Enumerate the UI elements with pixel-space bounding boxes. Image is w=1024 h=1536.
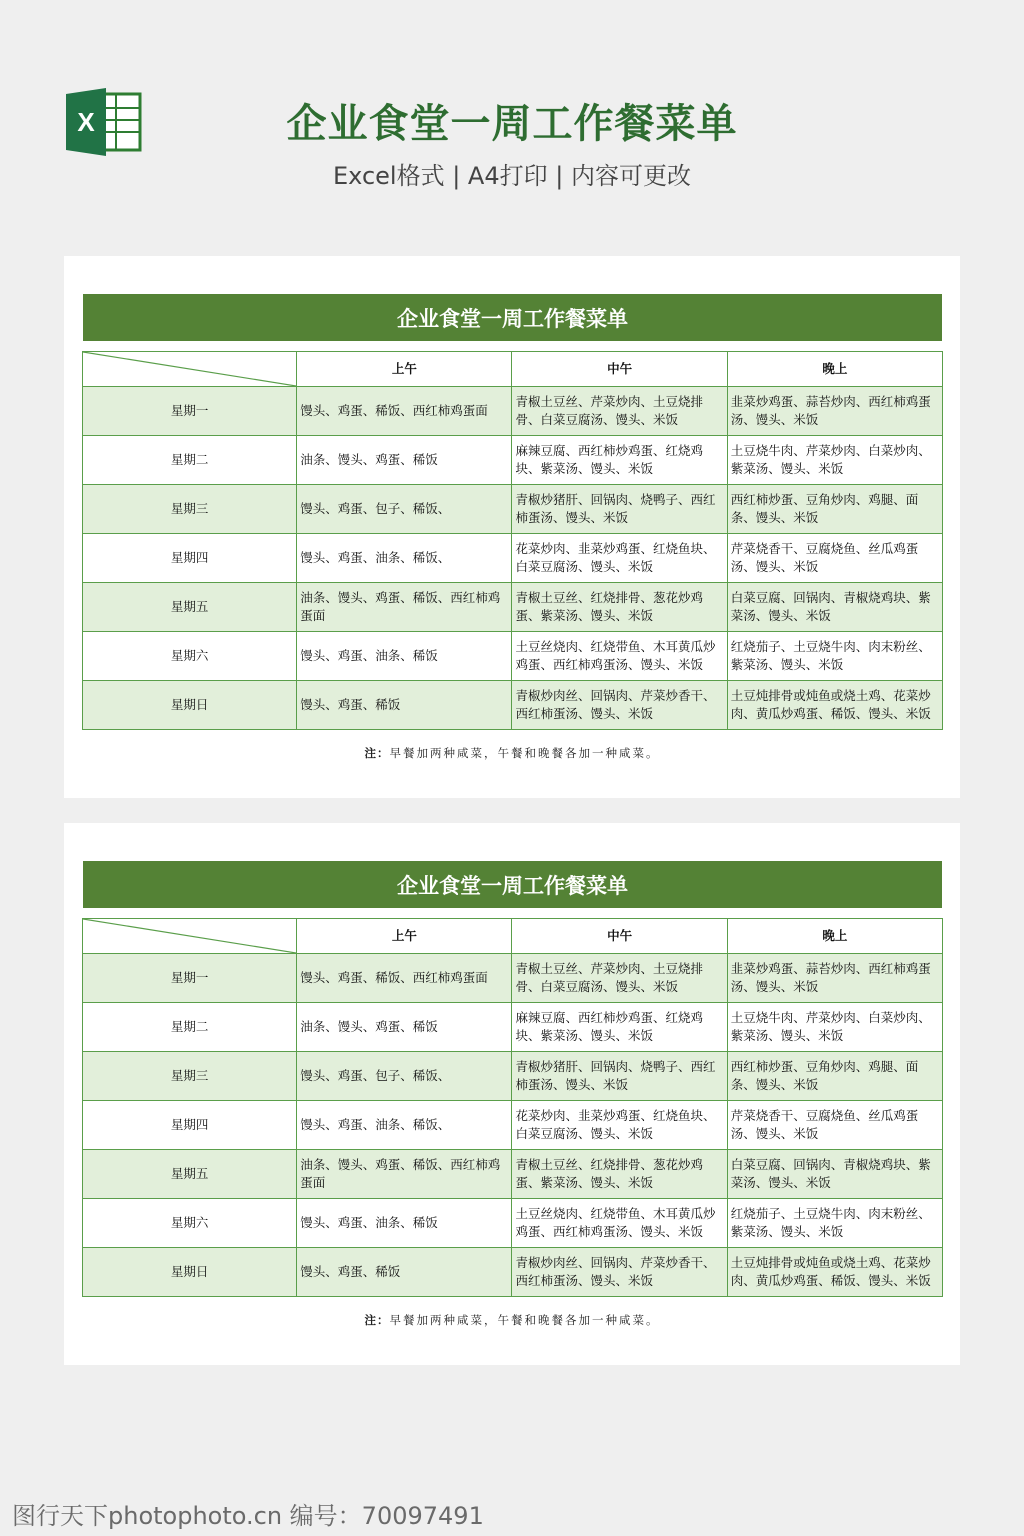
breakfast-cell-text: 馒头、鸡蛋、稀饭 [300,1264,401,1279]
day-cell-text: 星期二 [170,1019,209,1034]
breakfast-cell [297,485,512,534]
day-cell [83,632,297,681]
lunch-cell-text: 花菜炒肉、韭菜炒鸡蛋、红烧鱼块、白菜豆腐汤、馒头、米饭 [515,541,716,574]
day-cell-text: 星期四 [170,1117,209,1132]
column-header-breakfast: 上午 [297,352,512,387]
lunch-cell [512,387,727,436]
breakfast-cell [297,583,512,632]
breakfast-cell [297,632,512,681]
note-label: 注： [364,1313,390,1327]
page-title: 企业食堂一周工作餐菜单 [286,101,738,147]
breakfast-cell [297,1052,512,1101]
lunch-cell [512,632,727,681]
dinner-cell-text: 韭菜炒鸡蛋、蒜苔炒肉、西红柿鸡蛋汤、馒头、米饭 [730,394,931,427]
svg-text:X: X [77,107,95,137]
menu-sheet-2 [64,823,960,1365]
day-cell [83,387,297,436]
dinner-cell-text: 芹菜烧香干、豆腐烧鱼、丝瓜鸡蛋汤、馒头、米饭 [730,1108,919,1141]
dinner-cell [727,1003,942,1052]
lunch-cell [512,1101,727,1150]
breakfast-cell [297,1003,512,1052]
dinner-cell [727,436,942,485]
dinner-cell-text: 西红柿炒蛋、豆角炒肉、鸡腿、面条、馒头、米饭 [730,492,919,525]
day-cell-text: 星期五 [170,599,209,614]
menu-note [64,1312,960,1328]
day-cell-text: 星期二 [170,452,209,467]
day-cell-text: 星期日 [170,697,209,712]
lunch-cell-text: 青椒土豆丝、红烧排骨、葱花炒鸡蛋、紫菜汤、馒头、米饭 [515,1157,703,1190]
breakfast-cell-text: 馒头、鸡蛋、包子、稀饭、 [300,501,451,516]
lunch-cell-text: 青椒炒肉丝、回锅肉、芹菜炒香干、西红柿蛋汤、馒头、米饭 [515,1255,716,1288]
day-cell [83,954,297,1003]
dinner-cell [727,1101,942,1150]
lunch-cell-text: 青椒土豆丝、红烧排骨、葱花炒鸡蛋、紫菜汤、馒头、米饭 [515,590,703,623]
dinner-cell [727,681,942,730]
day-cell-text: 星期六 [170,1215,209,1230]
table-row [83,1248,943,1297]
dinner-cell [727,387,942,436]
day-cell [83,485,297,534]
day-cell [83,1199,297,1248]
breakfast-cell [297,436,512,485]
table-row [83,387,943,436]
lunch-cell [512,583,727,632]
breakfast-cell-text: 油条、馒头、鸡蛋、稀饭、西红柿鸡蛋面 [300,590,501,623]
lunch-cell-text: 青椒土豆丝、芹菜炒肉、土豆烧排骨、白菜豆腐汤、馒头、米饭 [515,961,703,994]
note-label: 注： [364,746,390,760]
page-header [0,0,1024,220]
page-subtitle: Excel格式 | A4打印 | 内容可更改 [333,162,691,190]
dinner-cell-text: 西红柿炒蛋、豆角炒肉、鸡腿、面条、馒头、米饭 [730,1059,919,1092]
day-cell [83,436,297,485]
day-cell-text: 星期三 [170,501,209,516]
corner-cell [83,352,297,387]
breakfast-cell-text: 油条、馒头、鸡蛋、稀饭 [300,1019,438,1034]
table-row [83,436,943,485]
table-row [83,534,943,583]
dinner-cell-text: 韭菜炒鸡蛋、蒜苔炒肉、西红柿鸡蛋汤、馒头、米饭 [730,961,931,994]
table-row [83,485,943,534]
menu-note [64,745,960,761]
table-row [83,1150,943,1199]
dinner-cell-text: 芹菜烧香干、豆腐烧鱼、丝瓜鸡蛋汤、馒头、米饭 [730,541,919,574]
lunch-cell-text: 青椒土豆丝、芹菜炒肉、土豆烧排骨、白菜豆腐汤、馒头、米饭 [515,394,703,427]
breakfast-cell [297,1150,512,1199]
sheet-banner: 企业食堂一周工作餐菜单 [83,294,942,341]
day-cell [83,583,297,632]
note-text: 早餐加两种咸菜，午餐和晚餐各加一种咸菜。 [389,1313,660,1327]
breakfast-cell-text: 馒头、鸡蛋、油条、稀饭、 [300,550,451,565]
table-row [83,1003,943,1052]
sheet-banner: 企业食堂一周工作餐菜单 [83,861,942,908]
lunch-cell [512,681,727,730]
column-header-lunch: 中午 [512,352,727,387]
lunch-cell [512,436,727,485]
day-cell-text: 星期一 [170,970,209,985]
table-row [83,1199,943,1248]
menu-table [82,351,943,730]
day-cell-text: 星期六 [170,648,209,663]
menu-table [82,918,943,1297]
day-cell-text: 星期日 [170,1264,209,1279]
dinner-cell [727,1199,942,1248]
note-text: 早餐加两种咸菜，午餐和晚餐各加一种咸菜。 [389,746,660,760]
day-cell [83,1150,297,1199]
day-cell [83,1052,297,1101]
breakfast-cell [297,1248,512,1297]
day-cell [83,1003,297,1052]
breakfast-cell [297,387,512,436]
breakfast-cell-text: 油条、馒头、鸡蛋、稀饭、西红柿鸡蛋面 [300,1157,501,1190]
dinner-cell [727,485,942,534]
dinner-cell-text: 土豆炖排骨或炖鱼或烧土鸡、花菜炒肉、黄瓜炒鸡蛋、稀饭、馒头、米饭 [730,688,931,721]
breakfast-cell-text: 馒头、鸡蛋、稀饭、西红柿鸡蛋面 [300,970,488,985]
column-header-dinner: 晚上 [727,919,942,954]
day-cell-text: 星期五 [170,1166,209,1181]
breakfast-cell-text: 馒头、鸡蛋、油条、稀饭 [300,1215,438,1230]
lunch-cell [512,1199,727,1248]
breakfast-cell-text: 馒头、鸡蛋、油条、稀饭、 [300,1117,451,1132]
dinner-cell-text: 红烧茄子、土豆烧牛肉、肉末粉丝、紫菜汤、馒头、米饭 [730,639,931,672]
day-cell-text: 星期三 [170,1068,209,1083]
column-header-breakfast: 上午 [297,919,512,954]
breakfast-cell [297,954,512,1003]
dinner-cell-text: 土豆烧牛肉、芹菜炒肉、白菜炒肉、紫菜汤、馒头、米饭 [730,443,931,476]
menu-sheet-1 [64,256,960,798]
lunch-cell-text: 花菜炒肉、韭菜炒鸡蛋、红烧鱼块、白菜豆腐汤、馒头、米饭 [515,1108,716,1141]
lunch-cell [512,485,727,534]
lunch-cell [512,1150,727,1199]
day-cell [83,1248,297,1297]
table-row [83,1052,943,1101]
dinner-cell-text: 红烧茄子、土豆烧牛肉、肉末粉丝、紫菜汤、馒头、米饭 [730,1206,931,1239]
lunch-cell [512,954,727,1003]
dinner-cell [727,1248,942,1297]
day-cell-text: 星期四 [170,550,209,565]
dinner-cell [727,954,942,1003]
dinner-cell-text: 土豆炖排骨或炖鱼或烧土鸡、花菜炒肉、黄瓜炒鸡蛋、稀饭、馒头、米饭 [730,1255,931,1288]
day-cell [83,681,297,730]
lunch-cell-text: 青椒炒猪肝、回锅肉、烧鸭子、西红柿蛋汤、馒头、米饭 [515,1059,716,1092]
day-cell-text: 星期一 [170,403,209,418]
dinner-cell-text: 土豆烧牛肉、芹菜炒肉、白菜炒肉、紫菜汤、馒头、米饭 [730,1010,931,1043]
lunch-cell [512,534,727,583]
table-row [83,1101,943,1150]
watermark: 图行天下photophoto.cn 编号：70097491 [12,1502,484,1530]
table-row [83,632,943,681]
breakfast-cell [297,1101,512,1150]
lunch-cell-text: 麻辣豆腐、西红柿炒鸡蛋、红烧鸡块、紫菜汤、馒头、米饭 [515,443,703,476]
lunch-cell-text: 青椒炒肉丝、回锅肉、芹菜炒香干、西红柿蛋汤、馒头、米饭 [515,688,716,721]
breakfast-cell-text: 馒头、鸡蛋、稀饭 [300,697,401,712]
breakfast-cell [297,534,512,583]
breakfast-cell [297,681,512,730]
lunch-cell-text: 青椒炒猪肝、回锅肉、烧鸭子、西红柿蛋汤、馒头、米饭 [515,492,716,525]
lunch-cell [512,1003,727,1052]
dinner-cell-text: 白菜豆腐、回锅肉、青椒烧鸡块、紫菜汤、馒头、米饭 [730,1157,931,1190]
lunch-cell [512,1052,727,1101]
column-header-lunch: 中午 [512,919,727,954]
dinner-cell [727,1150,942,1199]
table-row [83,583,943,632]
lunch-cell [512,1248,727,1297]
table-row [83,681,943,730]
dinner-cell [727,534,942,583]
breakfast-cell-text: 馒头、鸡蛋、稀饭、西红柿鸡蛋面 [300,403,488,418]
day-cell [83,534,297,583]
day-cell [83,1101,297,1150]
dinner-cell [727,632,942,681]
dinner-cell [727,1052,942,1101]
lunch-cell-text: 土豆丝烧肉、红烧带鱼、木耳黄瓜炒鸡蛋、西红柿鸡蛋汤、馒头、米饭 [515,639,716,672]
lunch-cell-text: 麻辣豆腐、西红柿炒鸡蛋、红烧鸡块、紫菜汤、馒头、米饭 [515,1010,703,1043]
column-header-dinner: 晚上 [727,352,942,387]
breakfast-cell-text: 油条、馒头、鸡蛋、稀饭 [300,452,438,467]
dinner-cell [727,583,942,632]
breakfast-cell-text: 馒头、鸡蛋、油条、稀饭 [300,648,438,663]
lunch-cell-text: 土豆丝烧肉、红烧带鱼、木耳黄瓜炒鸡蛋、西红柿鸡蛋汤、馒头、米饭 [515,1206,716,1239]
breakfast-cell [297,1199,512,1248]
dinner-cell-text: 白菜豆腐、回锅肉、青椒烧鸡块、紫菜汤、馒头、米饭 [730,590,931,623]
breakfast-cell-text: 馒头、鸡蛋、包子、稀饭、 [300,1068,451,1083]
corner-cell [83,919,297,954]
table-row [83,954,943,1003]
